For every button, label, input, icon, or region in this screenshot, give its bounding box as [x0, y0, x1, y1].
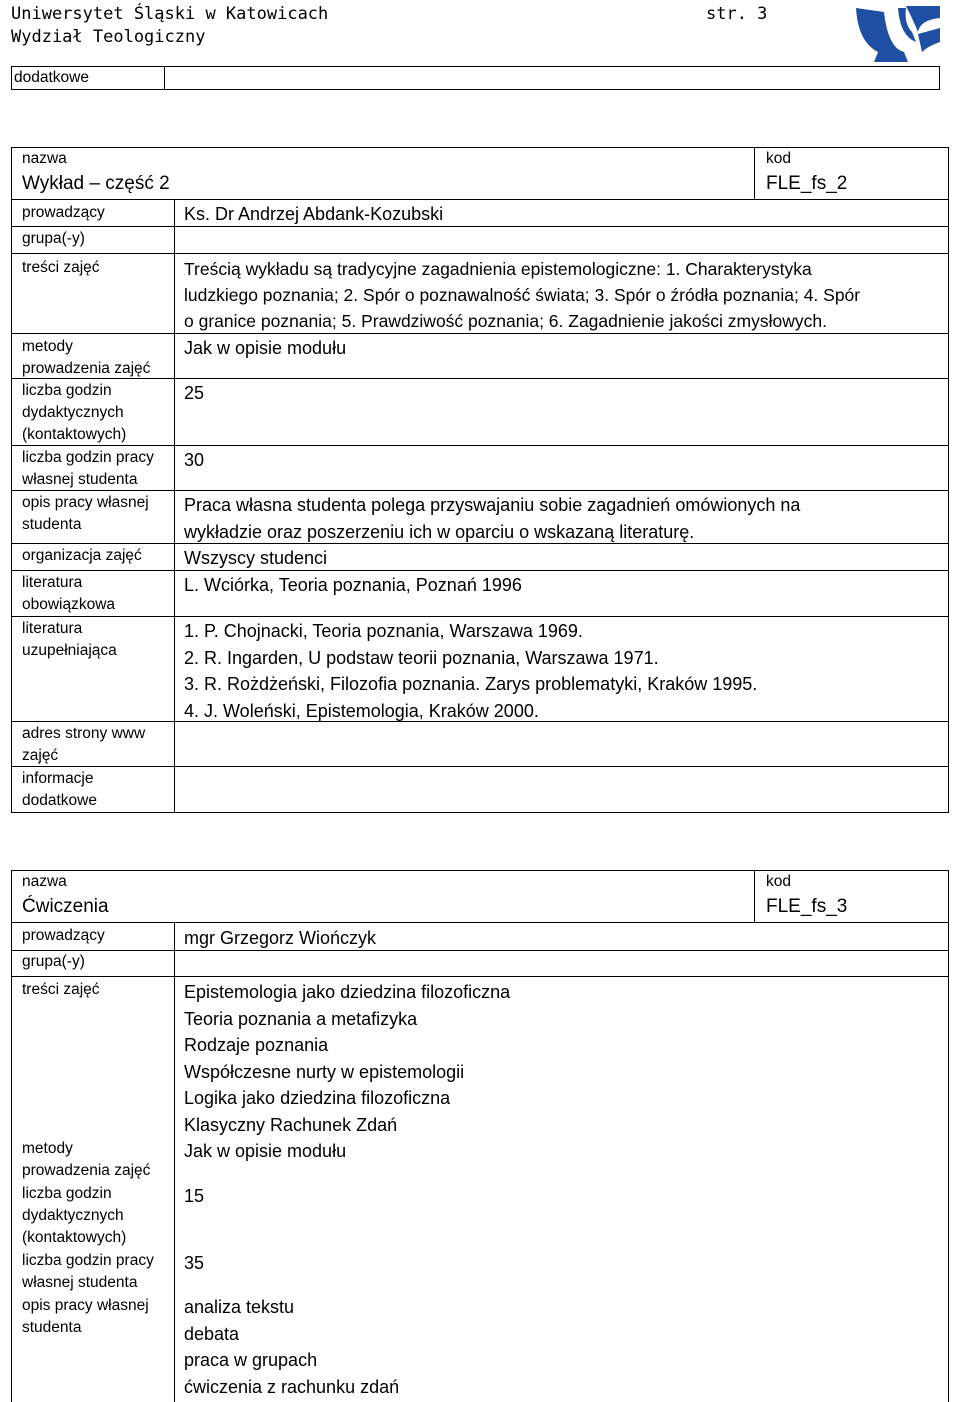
organization-value: Wszyscy studenci	[184, 548, 328, 568]
self-work-value: Praca własna studenta polega przyswajaniu sobie zagadnień omówionych na wykładzie oraz poszerzeniu ich w oparciu o wskazaną literaturę.	[184, 495, 801, 542]
additional-info-label: informacje dodatkowe	[22, 770, 97, 809]
self-work-label: opis pracy własnej studenta	[22, 1297, 149, 1336]
hours-label: liczba godzin dydaktycznych (kontaktowych)	[22, 1185, 127, 1246]
lecturer-label: prowadzący	[22, 204, 105, 221]
supplementary-literature-value: 1. P. Chojnacki, Teoria poznania, Warszawa 1969. 2. R. Ingarden, U podstaw teorii poznania, Warszawa 1971. 3. R. Rożdżeński, Filozofia poznania. Zarys problematyki, Kraków 1995. 4. J. Woleński, Epistemologia, Kraków 2000.	[184, 621, 758, 721]
self-work-label: opis pracy własnej studenta	[22, 494, 149, 533]
methods-value: Jak w opisie modułu	[184, 338, 347, 358]
additional-info-label: dodatkowe	[14, 69, 89, 86]
course-code: FLE_fs_2	[766, 173, 848, 194]
hours-value: 15	[184, 1186, 205, 1206]
course-name: Wykład – część 2	[22, 173, 170, 194]
self-hours-value: 35	[184, 1253, 205, 1273]
self-work-value: analiza tekstu debata praca w grupach ćwiczenia z rachunku zdań	[184, 1297, 400, 1397]
course-code: FLE_fs_3	[766, 896, 848, 917]
course-name: Ćwiczenia	[22, 896, 109, 917]
university-logo-icon	[848, 2, 943, 64]
website-label: adres strony www zajęć	[22, 725, 146, 764]
methods-label: metody prowadzenia zajęć	[22, 1140, 151, 1179]
content-label: treści zajęć	[22, 259, 100, 276]
required-literature-value: L. Wciórka, Teoria poznania, Poznań 1996	[184, 575, 522, 595]
code-label: kod	[766, 150, 791, 167]
page-number: str. 3	[706, 4, 768, 24]
group-label: grupa(-y)	[22, 953, 85, 970]
organization-label: organizacja zajęć	[22, 547, 142, 564]
methods-value: Jak w opisie modułu	[184, 1141, 347, 1161]
self-hours-label: liczba godzin pracy własnej studenta	[22, 449, 154, 488]
required-literature-label: literatura obowiązkowa	[22, 574, 116, 613]
content-value: Epistemologia jako dziedzina filozoficzna Teoria poznania a metafizyka Rodzaje poznania Współczesne nurty w epistemologii Logika jako dziedzina filozoficzna Klasyczny Rachunek Zdań	[184, 982, 511, 1135]
self-hours-label: liczba godzin pracy własnej studenta	[22, 1252, 154, 1291]
university-name: Uniwersytet Śląski w Katowicach	[11, 4, 329, 24]
name-label: nazwa	[22, 150, 67, 167]
group-label: grupa(-y)	[22, 230, 85, 247]
name-label: nazwa	[22, 873, 67, 890]
content-value: Treścią wykładu są tradycyjne zagadnienia epistemologiczne: 1. Charakterystyka ludzkiego poznania; 2. Spór o poznawalność świata; 3. Spór o źródła poznania; 4. Spór o granice poznania; 5. Prawdziwość poznania; 6. Zagadnienie jakości zmysłowych.	[184, 259, 861, 331]
lecturer-label: prowadzący	[22, 927, 105, 944]
supplementary-literature-label: literatura uzupełniająca	[22, 620, 117, 659]
content-label: treści zajęć	[22, 981, 100, 998]
self-hours-value: 30	[184, 450, 205, 470]
lecturer-value: mgr Grzegorz Wiończyk	[184, 928, 377, 948]
hours-value: 25	[184, 383, 205, 403]
methods-label: metody prowadzenia zajęć	[22, 338, 151, 377]
faculty-name: Wydział Teologiczny	[11, 27, 206, 47]
code-label: kod	[766, 873, 791, 890]
hours-label: liczba godzin dydaktycznych (kontaktowych)	[22, 382, 127, 443]
lecturer-value: Ks. Dr Andrzej Abdank-Kozubski	[184, 204, 444, 224]
